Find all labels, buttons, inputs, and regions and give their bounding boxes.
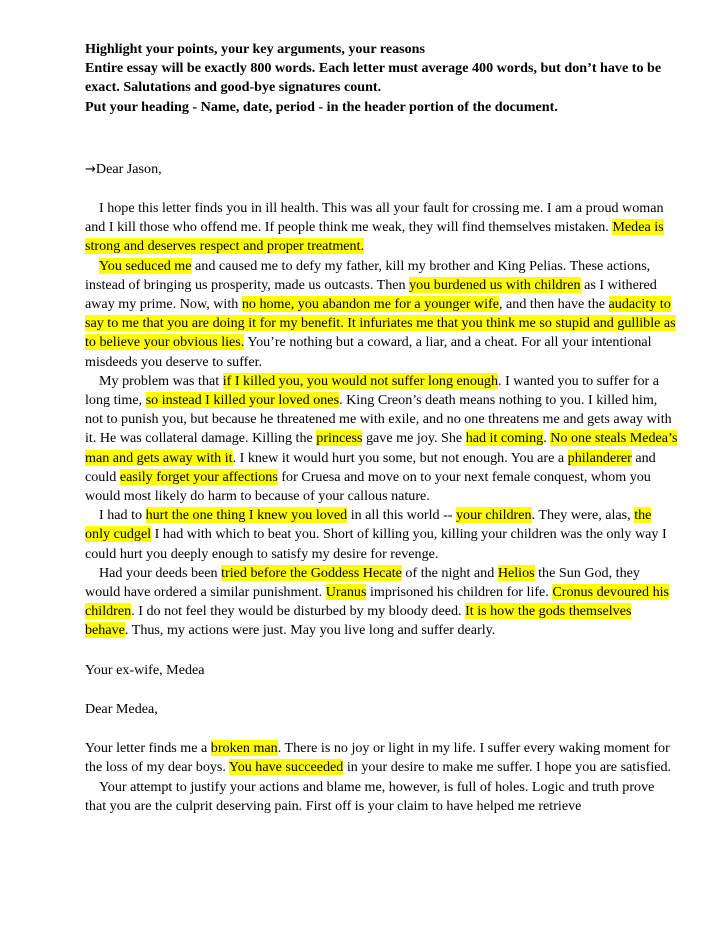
letter1-signoff: Your ex-wife, Medea [85,661,205,678]
text-run: for Cruesa and move on to your next female conquest, whom you would most likely do harm to because of your callous nature. [85,468,651,505]
highlighted-text: your children [456,507,532,524]
highlighted-text: philanderer [567,449,632,466]
text-run: , and then have the [498,296,609,313]
highlighted-text: Helios [497,564,535,581]
text-run: Had your deeds been [99,564,222,581]
text-run: of the night and [401,564,498,581]
highlighted-text: if I killed you, you would not suffer long enough [222,372,499,389]
text-run: I had with which to beat you. Short of killing you, killing your children was the only way I could hurt you deeply enough to satisfy my desire for revenge. [85,526,667,562]
highlighted-text: princess [316,430,363,447]
text-run: . I wanted you to suffer for a long time, [85,372,660,409]
text-run: . They were, alas, [531,507,635,524]
letter2-first-paragraph [85,739,678,777]
instruction-line: Entire essay will be exactly 800 words. Each letter must average 400 words, but don’t have to be exact. Salutations and good-bye signatures count. [85,60,665,96]
paragraph [85,199,678,257]
paragraph [85,372,678,506]
text-run: . There is no joy or light in my life. I suffer every waking moment for the loss of my dear boys. [85,740,670,776]
text-run: Your attempt to justify your actions and blame me, however, is full of holes. Logic and truth prove that you are the culprit deserving pain. First off is your claim to have helped me retrieve [85,778,655,814]
text-run: the Sun God, they would have ordered a similar punishment. [85,564,640,601]
instruction-line: Highlight your points, your key arguments, your reasons [85,41,425,57]
text-run: gave me joy. She [362,430,466,447]
letter2-body [85,778,678,816]
highlighted-text: Medea is strong and deserves respect and proper treatment. [85,219,664,255]
paragraph [85,739,678,777]
highlighted-text: had it coming [465,430,544,447]
text-run: . [543,430,551,447]
text-run: Your letter finds me a [85,740,211,757]
text-run: . I do not feel they would be disturbed by my bloody deed. [131,603,466,620]
letter1-salutation [85,160,678,179]
instruction-line: Put your heading - Name, date, period - in the header portion of the document. [85,98,558,115]
paragraph [85,564,678,641]
text-run: in your desire to make me suffer. I hope you are satisfied. [343,759,672,776]
letter1-body [85,199,678,641]
letter2-salutation: Dear Medea, [85,700,158,717]
highlighted-text: so instead I killed your loved ones [145,392,340,409]
text-run: I hope this letter finds you in ill health. This was all your fault for crossing me. I am a proud woman and I kill those who offend me. If people think me weak, they will find themselves mistaken. [85,200,664,236]
highlighted-text: You seduced me [99,257,192,274]
highlighted-text: Uranus [325,584,367,601]
text-run: . King Creon’s death means nothing to you. I killed him, not to punish you, but because he threatened me with exile, and no one threatens me and gets away with it. He was collateral damage. Killing the [85,392,672,447]
text-run: as I withered away my prime. Now, with [85,276,657,313]
highlighted-text: no home, you abandon me for a younger wife [241,296,499,313]
arrow-icon: → [85,161,96,177]
highlighted-text: the only cudgel [85,507,652,543]
highlighted-text: you burdened us with children [409,276,581,293]
highlighted-text: hurt the one thing I knew you loved [145,507,348,524]
salutation-text: Dear Jason, [95,160,162,177]
highlighted-text: audacity to say to me that you are doing it for my benefit. It infuriates me that you think me so stupid and gullible as to believe your obvious lies. [85,296,676,351]
highlighted-text: You have succeeded [228,759,344,776]
highlighted-text: broken man [210,740,278,757]
text-run: My problem was that [99,372,223,389]
highlighted-text: tried before the Goddess Hecate [221,564,402,581]
text-run: imprisoned his children for life. [366,584,553,601]
text-run: . I knew it would hurt you some, but not enough. You are a [232,449,568,466]
paragraph [85,506,678,564]
text-run: in all this world -- [347,507,456,524]
paragraph [85,257,678,372]
text-run: and could [85,449,656,485]
text-run: . Thus, my actions were just. May you live long and suffer dearly. [124,622,496,639]
paragraph [85,778,678,816]
highlighted-text: It is how the gods themselves behave [85,603,632,639]
highlighted-text: easily forget your affections [119,468,278,485]
text-run: and caused me to defy my father, kill my brother and King Pelias. These actions, instead of bringing us prosperity, made us outcasts. Then [85,257,651,293]
highlighted-text: Cronus devoured his children [85,584,670,620]
assignment-instructions [85,40,678,117]
highlighted-text: No one steals Medea’s man and gets away with it [85,430,678,466]
text-run: I had to [99,507,146,524]
text-run: You’re nothing but a coward, a liar, and a cheat. For all your intentional misdeeds you deserve to suffer. [85,334,652,370]
